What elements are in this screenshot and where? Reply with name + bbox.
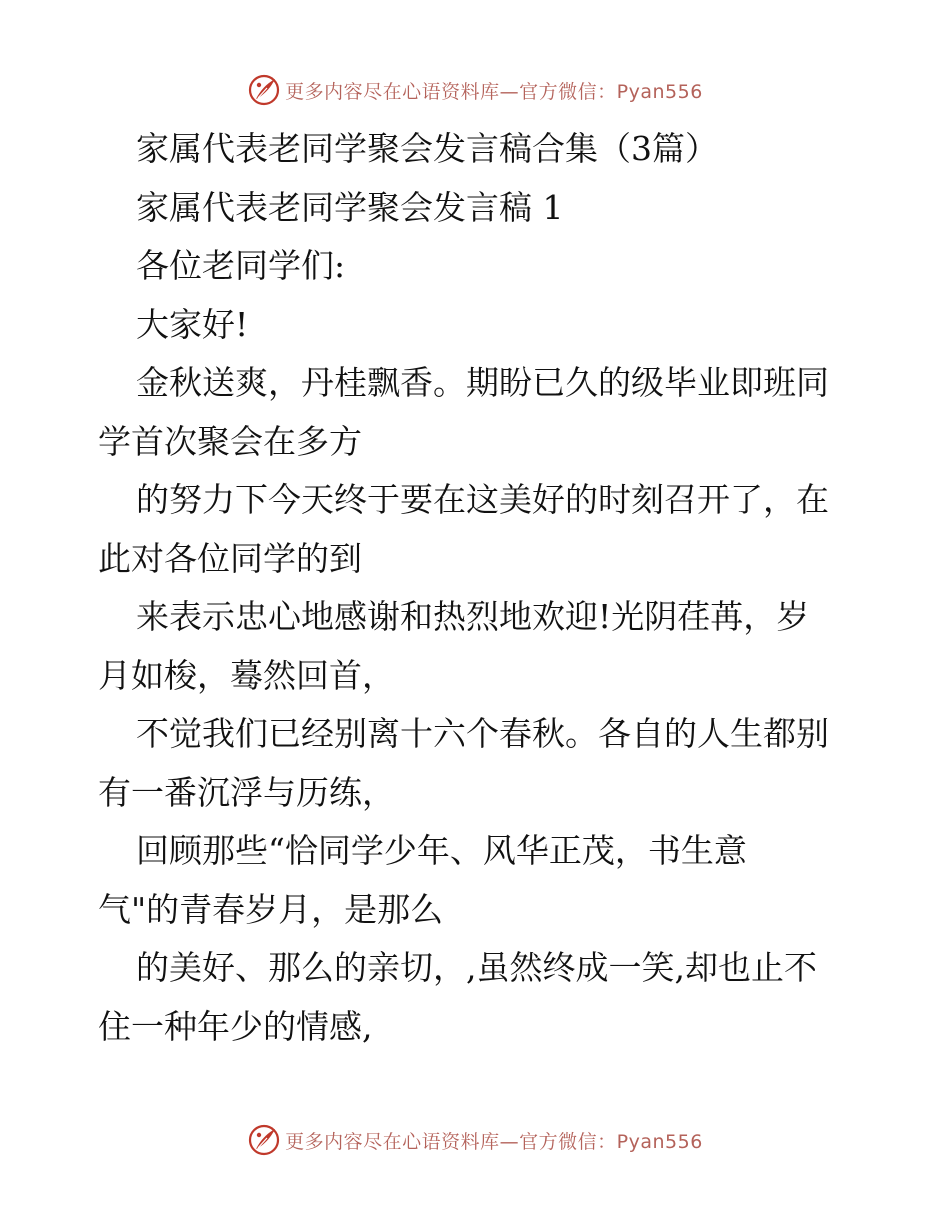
feather-pen-logo-icon — [247, 73, 281, 107]
feather-pen-logo-icon — [247, 1123, 281, 1157]
document-line: 的努力下今天终于要在这美好的时刻召开了，在 — [136, 480, 829, 519]
document-line: 来表示忠心地感谢和热烈地欢迎!光阴荏苒，岁 — [136, 597, 810, 636]
document-line: 回顾那些“恰同学少年、风华正茂，书生意 — [136, 831, 747, 870]
header-banner — [0, 70, 950, 110]
footer-banner-content — [247, 1123, 703, 1157]
document-line: 不觉我们已经别离十六个春秋。各自的人生都别 — [136, 714, 829, 753]
footer-banner — [0, 1120, 950, 1160]
document-line: 月如梭，蓦然回首， — [98, 655, 395, 695]
document-line: 各位老同学们: — [136, 246, 346, 285]
document-line: 有一番沉浮与历练， — [98, 772, 395, 812]
document-line: 家属代表老同学聚会发言稿合集（3篇） — [136, 129, 718, 168]
document-body — [98, 120, 858, 1056]
footer-banner-text: 更多内容尽在心语资料库—官方微信：Pyan556 — [285, 1130, 703, 1153]
document-line: 学首次聚会在多方 — [98, 421, 362, 461]
document-line: 金秋送爽，丹桂飘香。期盼已久的级毕业即班同 — [136, 363, 829, 402]
document-line: 大家好! — [136, 304, 249, 344]
header-banner-content — [247, 73, 703, 107]
document-line: 的美好、那么的亲切，,虽然终成一笑,却也止不 — [136, 948, 817, 987]
header-banner-text: 更多内容尽在心语资料库—官方微信：Pyan556 — [285, 80, 703, 103]
document-line: 家属代表老同学聚会发言稿 1 — [136, 187, 564, 227]
document-line: 气"的青春岁月，是那么 — [98, 889, 444, 929]
document-line: 此对各位同学的到 — [98, 538, 362, 578]
document-line: 住一种年少的情感, — [98, 1006, 373, 1046]
